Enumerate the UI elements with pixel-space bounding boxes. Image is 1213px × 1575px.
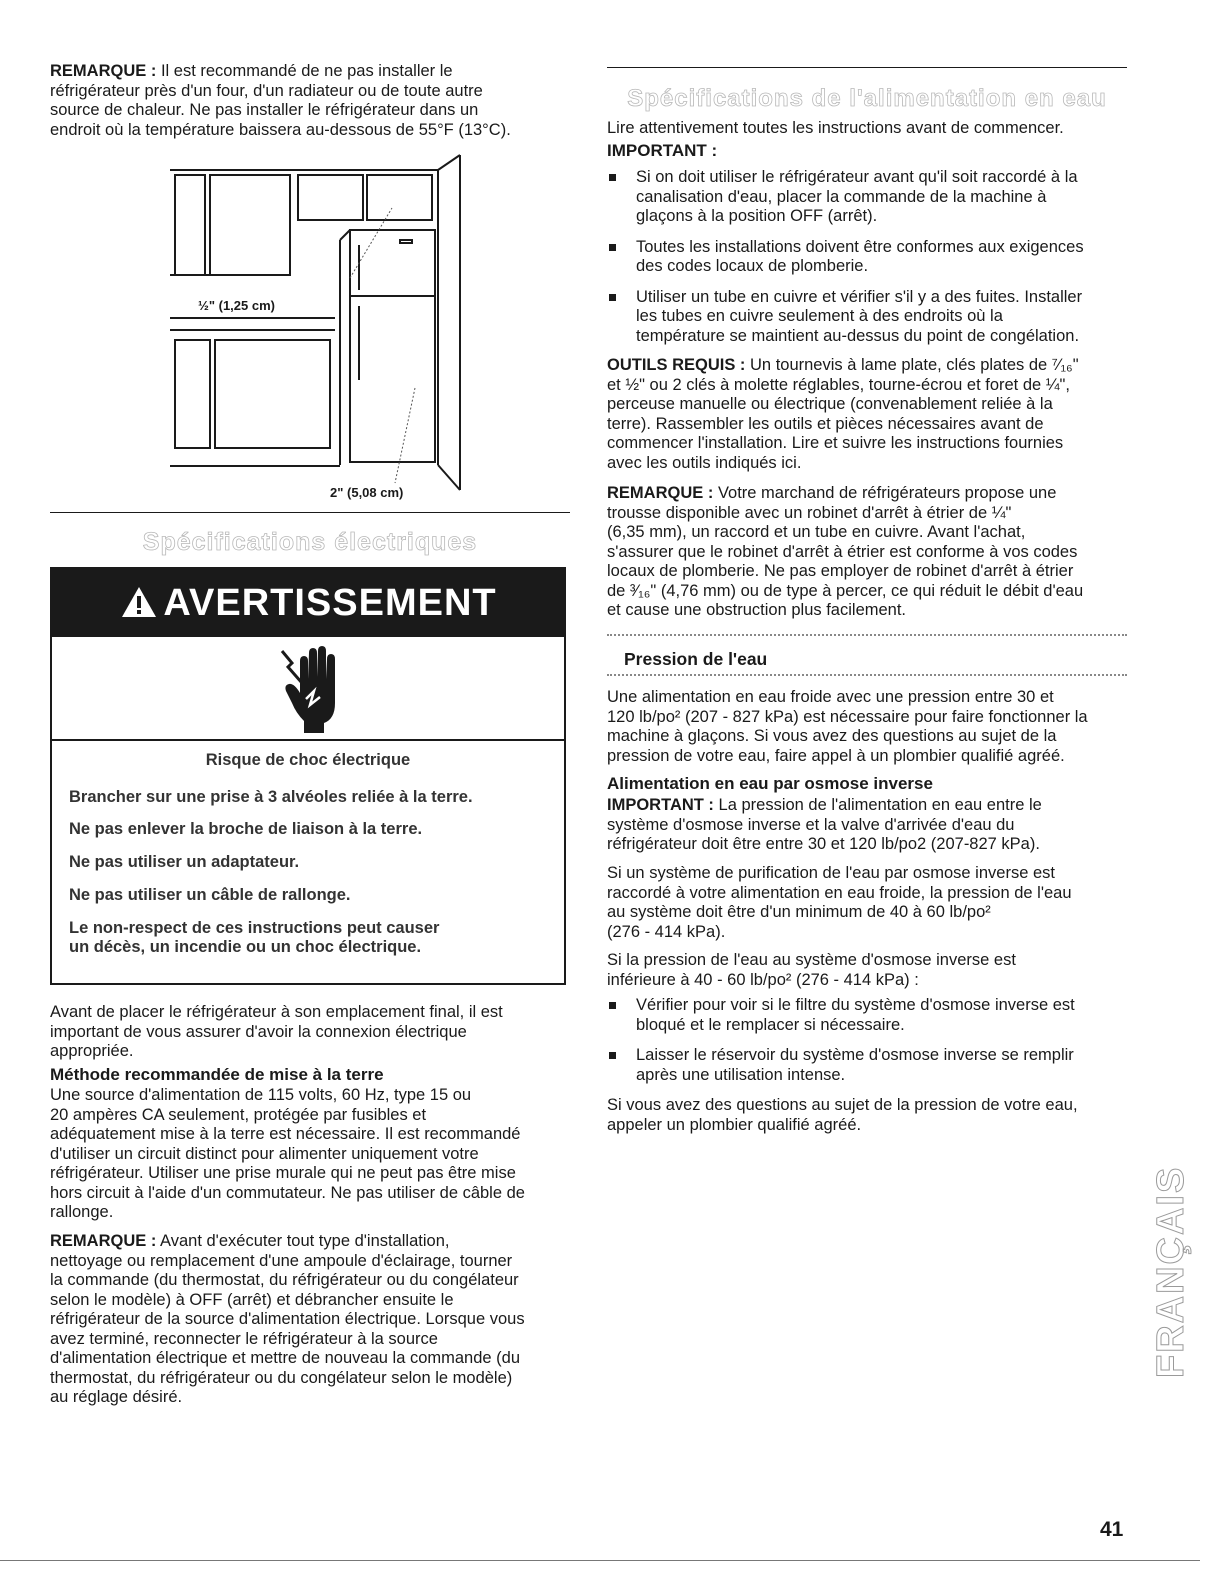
bullet-icon [609, 1052, 616, 1059]
pression-heading: Pression de l'eau [624, 649, 768, 669]
language-side-tab: FRANÇAIS [1150, 1165, 1192, 1378]
dotted-rule [607, 674, 1127, 676]
osmose-heading: Alimentation en eau par osmose inverse [607, 774, 933, 793]
warning-line: Ne pas enlever la broche de liaison à la terre. [69, 820, 423, 838]
electric-shock-hand-icon [280, 641, 340, 735]
important-osmose: IMPORTANT : La pression de l'alimentation en eau entre le système d'osmose inverse et la valve d'arrivée d'eau du réfrigérateur doit être entre 30 et 120 lb/po2 (207-827 kPa). [607, 796, 1042, 853]
inferieure-text: Si la pression de l'eau au système d'osmose inverse est inférieure à 40 - 60 lb/po² (276 - 414 kPa) : [607, 951, 1016, 989]
list-item: Si on doit utiliser le réfrigérateur avant qu'il soit raccordé à la canalisation d'eau, placer la commande de la machine à glaçons à la position OFF (arrêt). [607, 168, 1127, 227]
final-text: Si vous avez des questions au sujet de la pression de votre eau, appeler un plombier qualifié agréé. [607, 1096, 1078, 1134]
risk-title: Risque de choc électrique [205, 751, 411, 769]
warning-triangle-icon [120, 585, 158, 619]
refrigerator-clearance-figure [170, 150, 510, 505]
important-list [607, 168, 1127, 346]
warning-title: AVERTISSEMENT [163, 582, 497, 624]
bullet-icon [609, 294, 616, 301]
osmose-list [607, 996, 1127, 1085]
water-intro: Lire attentivement toutes les instructions avant de commencer. [607, 119, 1064, 137]
pression-text: Une alimentation en eau froide avec une pression entre 30 et 120 lb/po² (207 - 827 kPa) est nécessaire pour faire fonctionner la machine à glaçons. Si vous avez des questions au sujet de la pression de votre eau, faire appel à un plombier qualifié agréé. [607, 688, 1088, 765]
bullet-icon [609, 244, 616, 251]
purification-text: Si un système de purification de l'eau par osmose inverse est raccordé à votre alimentation en eau froide, la pression de l'eau au système doit être d'un minimum de 40 à 60 lb/po² (276 - 414 kPa). [607, 864, 1072, 941]
warning-line: Le non-respect de ces instructions peut causer [69, 919, 440, 937]
remarque-2: REMARQUE : Avant d'exécuter tout type d'installation, nettoyage ou remplacement d'une ampoule d'éclairage, tourner la commande (du thermostat, du réfrigérateur ou du congélateur selon le modèle) à OFF (arrêt) et débrancher ensuite le réfrigérateur de la source d'alimentation électrique. Lorsque vous avez terminé, reconnecter le réfrigérateur à la source d'alimentation électrique et mettre de nouveau la commande (du thermostat, du réfrigérateur ou du congélateur selon le modèle) au réglage désiré. [50, 1232, 525, 1406]
section-title-electrical: Spécifications électriques [142, 528, 478, 556]
list-item: Laisser le réservoir du système d'osmose inverse se remplir après une utilisation intense. [607, 1046, 1127, 1085]
important-label: IMPORTANT : [607, 141, 718, 160]
electrical-intro: Avant de placer le réfrigérateur à son emplacement final, il est important de vous assurer d'avoir la connexion électrique appropriée. [50, 1003, 503, 1060]
remarque-water: REMARQUE : Votre marchand de réfrigérateurs propose une trousse disponible avec un robinet d'arrêt à étrier de ¼" (6,35 mm), un raccord et un tube en cuivre. Avant l'achat, s'assurer que le robinet d'arrêt à étrier est conforme à vos codes locaux de plomberie. Ne pas employer de robinet d'arrêt à étrier de ³⁄₁₆" (4,76 mm) ou de type à percer, ce qui réduit le débit d'eau et cause une obstruction plus facilement. [607, 484, 1084, 619]
section-title-water: Spécifications de l'alimentation en eau [627, 85, 1107, 112]
section-divider [50, 512, 570, 513]
clearance-label-bottom: 2" (5,08 cm) [330, 485, 404, 500]
warning-header [52, 569, 564, 637]
page-edge-line [0, 1560, 1200, 1561]
dotted-rule [607, 634, 1127, 636]
list-item: Utiliser un tube en cuivre et vérifier s'il y a des fuites. Installer les tubes en cuivre seulement à des endroits où la température se maintient au-dessus du point de congélation. [607, 288, 1127, 347]
warning-separator [52, 739, 564, 741]
outils-requis: OUTILS REQUIS : Un tournevis à lame plate, clés plates de ⁷⁄₁₆" et ½" ou 2 clés à molette réglables, tourne-écrou et foret de ¼", perceuse manuelle ou électrique (convenablement reliée à la terre). Rassembler les outils et pièces nécessaires avant de commencer l'installation. Lire et suivre les instructions fournies avec les outils indiqués ici. [607, 356, 1079, 472]
list-item: Vérifier pour voir si le filtre du système d'osmose inverse est bloqué et le remplacer si nécessaire. [607, 996, 1127, 1035]
bullet-icon [609, 174, 616, 181]
section-divider [607, 67, 1127, 68]
page-number: 41 [1100, 1518, 1124, 1541]
bullet-icon [609, 1002, 616, 1009]
warning-box [50, 567, 566, 985]
grounding-heading: Méthode recommandée de mise à la terre [50, 1065, 384, 1084]
list-item: Toutes les installations doivent être conformes aux exigences des codes locaux de plomberie. [607, 238, 1127, 277]
grounding-text: Une source d'alimentation de 115 volts, 60 Hz, type 15 ou 20 ampères CA seulement, protégée par fusibles et adéquatement mise à la terre est nécessaire. Il est recommandé d'utiliser un circuit distinct pour alimenter uniquement votre réfrigérateur. Utiliser une prise murale qui ne peut pas être mise hors circuit à l'aide d'un commutateur. Ne pas utiliser de câble de rallonge. [50, 1086, 525, 1221]
clearance-label-top: ½" (1,25 cm) [198, 298, 275, 313]
warning-line: Brancher sur une prise à 3 alvéoles reliée à la terre. [69, 788, 473, 806]
warning-line: Ne pas utiliser un adaptateur. [69, 853, 300, 871]
warning-line: un décès, un incendie ou un choc électrique. [69, 938, 422, 956]
remarque-1: REMARQUE : Il est recommandé de ne pas installer le réfrigérateur près d'un four, d'un radiateur ou de toute autre source de chaleur. Ne pas installer le réfrigérateur dans un endroit où la température baissera au-dessous de 55°F (13°C). [50, 62, 511, 139]
warning-line: Ne pas utiliser un câble de rallonge. [69, 886, 351, 904]
